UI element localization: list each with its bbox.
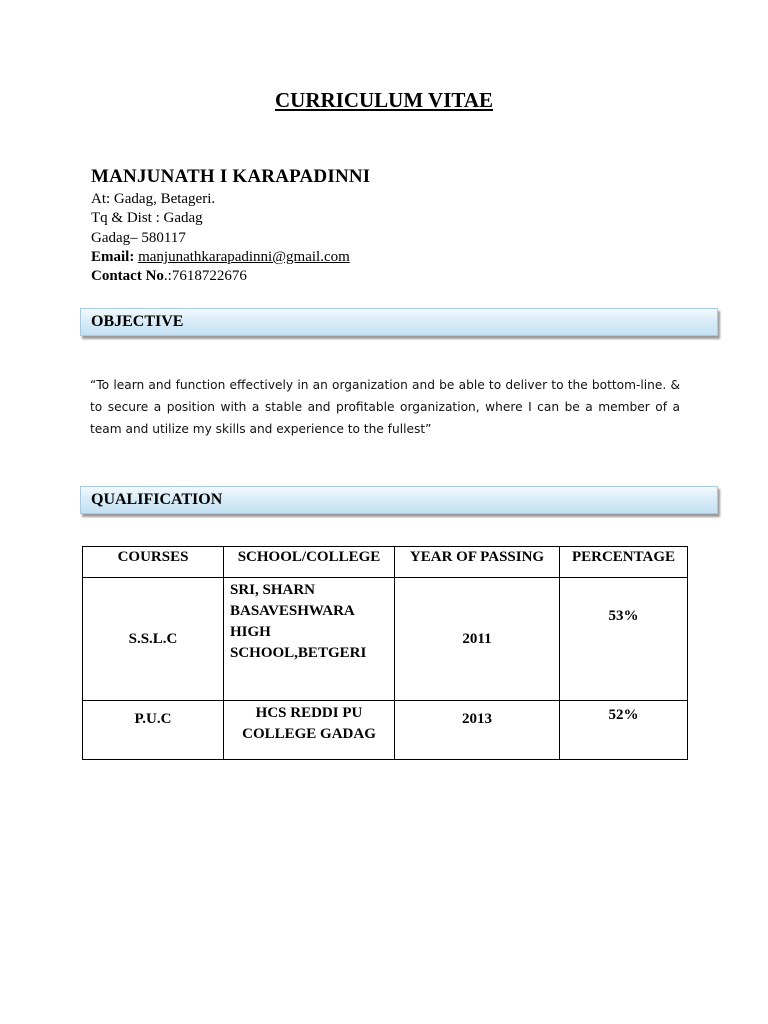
column-header-percentage: PERCENTAGE <box>560 547 688 578</box>
table-row <box>83 701 688 760</box>
contact-number: .:7618722676 <box>163 268 247 284</box>
column-header-year: YEAR OF PASSING <box>395 547 560 578</box>
column-header-school: SCHOOL/COLLEGE <box>224 547 395 578</box>
year-cell: 2011 <box>395 578 560 701</box>
objective-heading: OBJECTIVE <box>91 313 184 330</box>
course-cell: P.U.C <box>83 701 224 760</box>
year-cell: 2013 <box>395 701 560 760</box>
address-line-1: At: Gadag, Betageri. <box>91 191 216 207</box>
percentage-cell: 53% <box>560 578 688 701</box>
document-title-text: CURRICULUM VITAE <box>275 88 493 112</box>
document-title <box>0 88 768 113</box>
objective-section-bar <box>80 308 718 336</box>
email-label: Email: <box>91 249 135 265</box>
objective-text: “To learn and function effectively in an organization and be able to deliver to the bottom-line. & to secure a position with a stable and profitable organization, where I can be a member of a team and utilize my skills and experience to the fullest” <box>90 378 680 436</box>
qualification-heading: QUALIFICATION <box>91 491 223 508</box>
school-cell: SRI, SHARN BASAVESHWARA HIGH SCHOOL,BETGERI <box>224 578 395 701</box>
email-link[interactable]: manjunathkarapadinni@gmail.com <box>138 249 350 265</box>
qualification-section-bar <box>80 486 718 514</box>
course-cell: S.S.L.C <box>83 578 224 701</box>
column-header-courses: COURSES <box>83 547 224 578</box>
school-cell: HCS REDDI PU COLLEGE GADAG <box>224 701 395 760</box>
candidate-name: MANJUNATH I KARAPADINNI <box>91 166 371 187</box>
qualification-table <box>82 546 688 760</box>
contact-line <box>91 267 247 286</box>
address-line-3: Gadag– 580117 <box>91 230 186 246</box>
email-line <box>91 248 350 267</box>
table-header-row <box>83 547 688 578</box>
percentage-cell: 52% <box>560 701 688 760</box>
address-line-2: Tq & Dist : Gadag <box>91 210 203 226</box>
table-row <box>83 578 688 701</box>
contact-label: Contact No <box>91 268 164 284</box>
